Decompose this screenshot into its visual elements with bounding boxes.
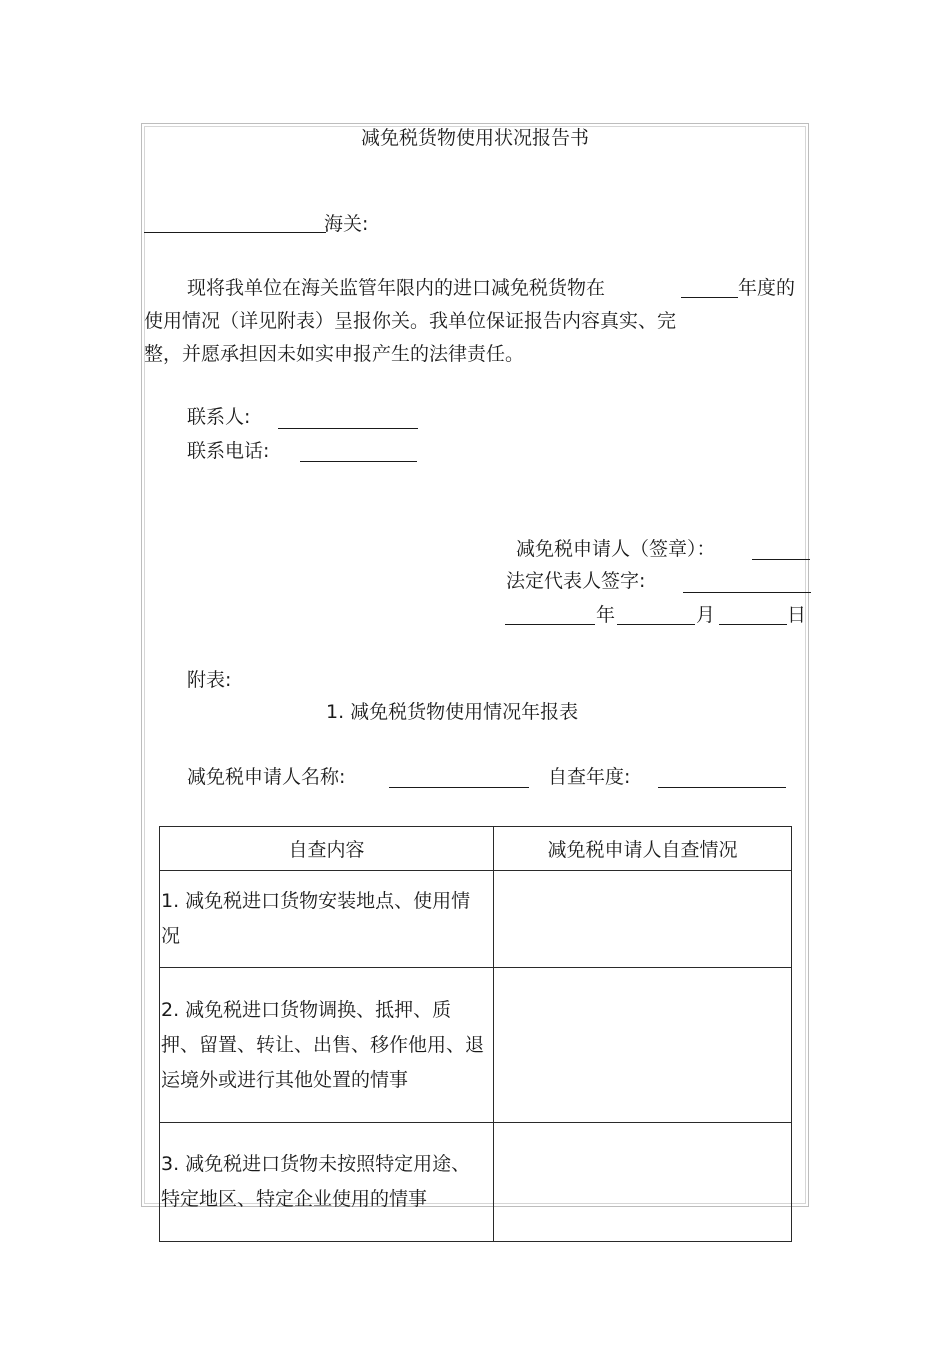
- body-line-2: 使用情况（详见附表）呈报你关。我单位保证报告内容真实、完: [144, 310, 677, 332]
- report-year-blank[interactable]: [681, 297, 738, 298]
- row-status-cell[interactable]: [494, 871, 792, 968]
- contact-phone-blank[interactable]: [300, 461, 417, 462]
- customs-name-blank[interactable]: [144, 232, 326, 233]
- table-header-row: [160, 827, 792, 871]
- applicant-signature-label: 减免税申请人（签章）：: [516, 538, 716, 560]
- date-day-blank[interactable]: [719, 624, 787, 625]
- body-year-suffix: 年度的: [738, 277, 796, 299]
- applicant-name-label: 减免税申请人名称:: [187, 766, 346, 788]
- header-applicant-status: 减免税申请人自查情况: [494, 827, 792, 871]
- row-check-content: 1. 减免税进口货物安装地点、使用情况: [160, 871, 494, 968]
- document-title: 减免税货物使用状况报告书: [360, 127, 589, 149]
- body-line-1: 现将我单位在海关监管年限内的进口减免税货物在: [187, 277, 606, 299]
- row-check-content: 2. 减免税进口货物调换、抵押、质押、留置、转让、出售、移作他用、退运境外或进行其他处置的情事: [160, 968, 494, 1123]
- date-year-label: 年: [596, 604, 616, 626]
- appendix-title: 1. 减免税货物使用情况年报表: [326, 701, 579, 723]
- row-status-cell[interactable]: [494, 1123, 792, 1242]
- contact-person-blank[interactable]: [278, 428, 418, 429]
- table-row: [160, 968, 792, 1123]
- customs-label: 海关:: [324, 213, 369, 235]
- legal-representative-blank[interactable]: [683, 592, 811, 593]
- body-line-3: 整，并愿承担因未如实申报产生的法律责任。: [144, 343, 525, 365]
- applicant-signature-blank[interactable]: [752, 559, 810, 560]
- date-day-label: 日: [787, 604, 807, 626]
- table-row: [160, 1123, 792, 1242]
- contact-phone-label: 联系电话:: [187, 440, 270, 462]
- applicant-name-blank[interactable]: [389, 787, 529, 788]
- row-status-cell[interactable]: [494, 968, 792, 1123]
- date-year-blank[interactable]: [505, 624, 595, 625]
- contact-person-label: 联系人:: [187, 406, 251, 428]
- table-row: [160, 871, 792, 968]
- check-year-label: 自查年度:: [548, 766, 631, 788]
- legal-representative-label: 法定代表人签字:: [506, 570, 646, 592]
- check-year-blank[interactable]: [658, 787, 786, 788]
- header-check-content: 自查内容: [160, 827, 494, 871]
- row-check-content: 3. 减免税进口货物未按照特定用途、特定地区、特定企业使用的情事: [160, 1123, 494, 1242]
- appendix-label: 附表:: [187, 669, 232, 691]
- date-month-blank[interactable]: [617, 624, 695, 625]
- self-check-table: [159, 826, 792, 1242]
- date-month-label: 月: [696, 604, 716, 626]
